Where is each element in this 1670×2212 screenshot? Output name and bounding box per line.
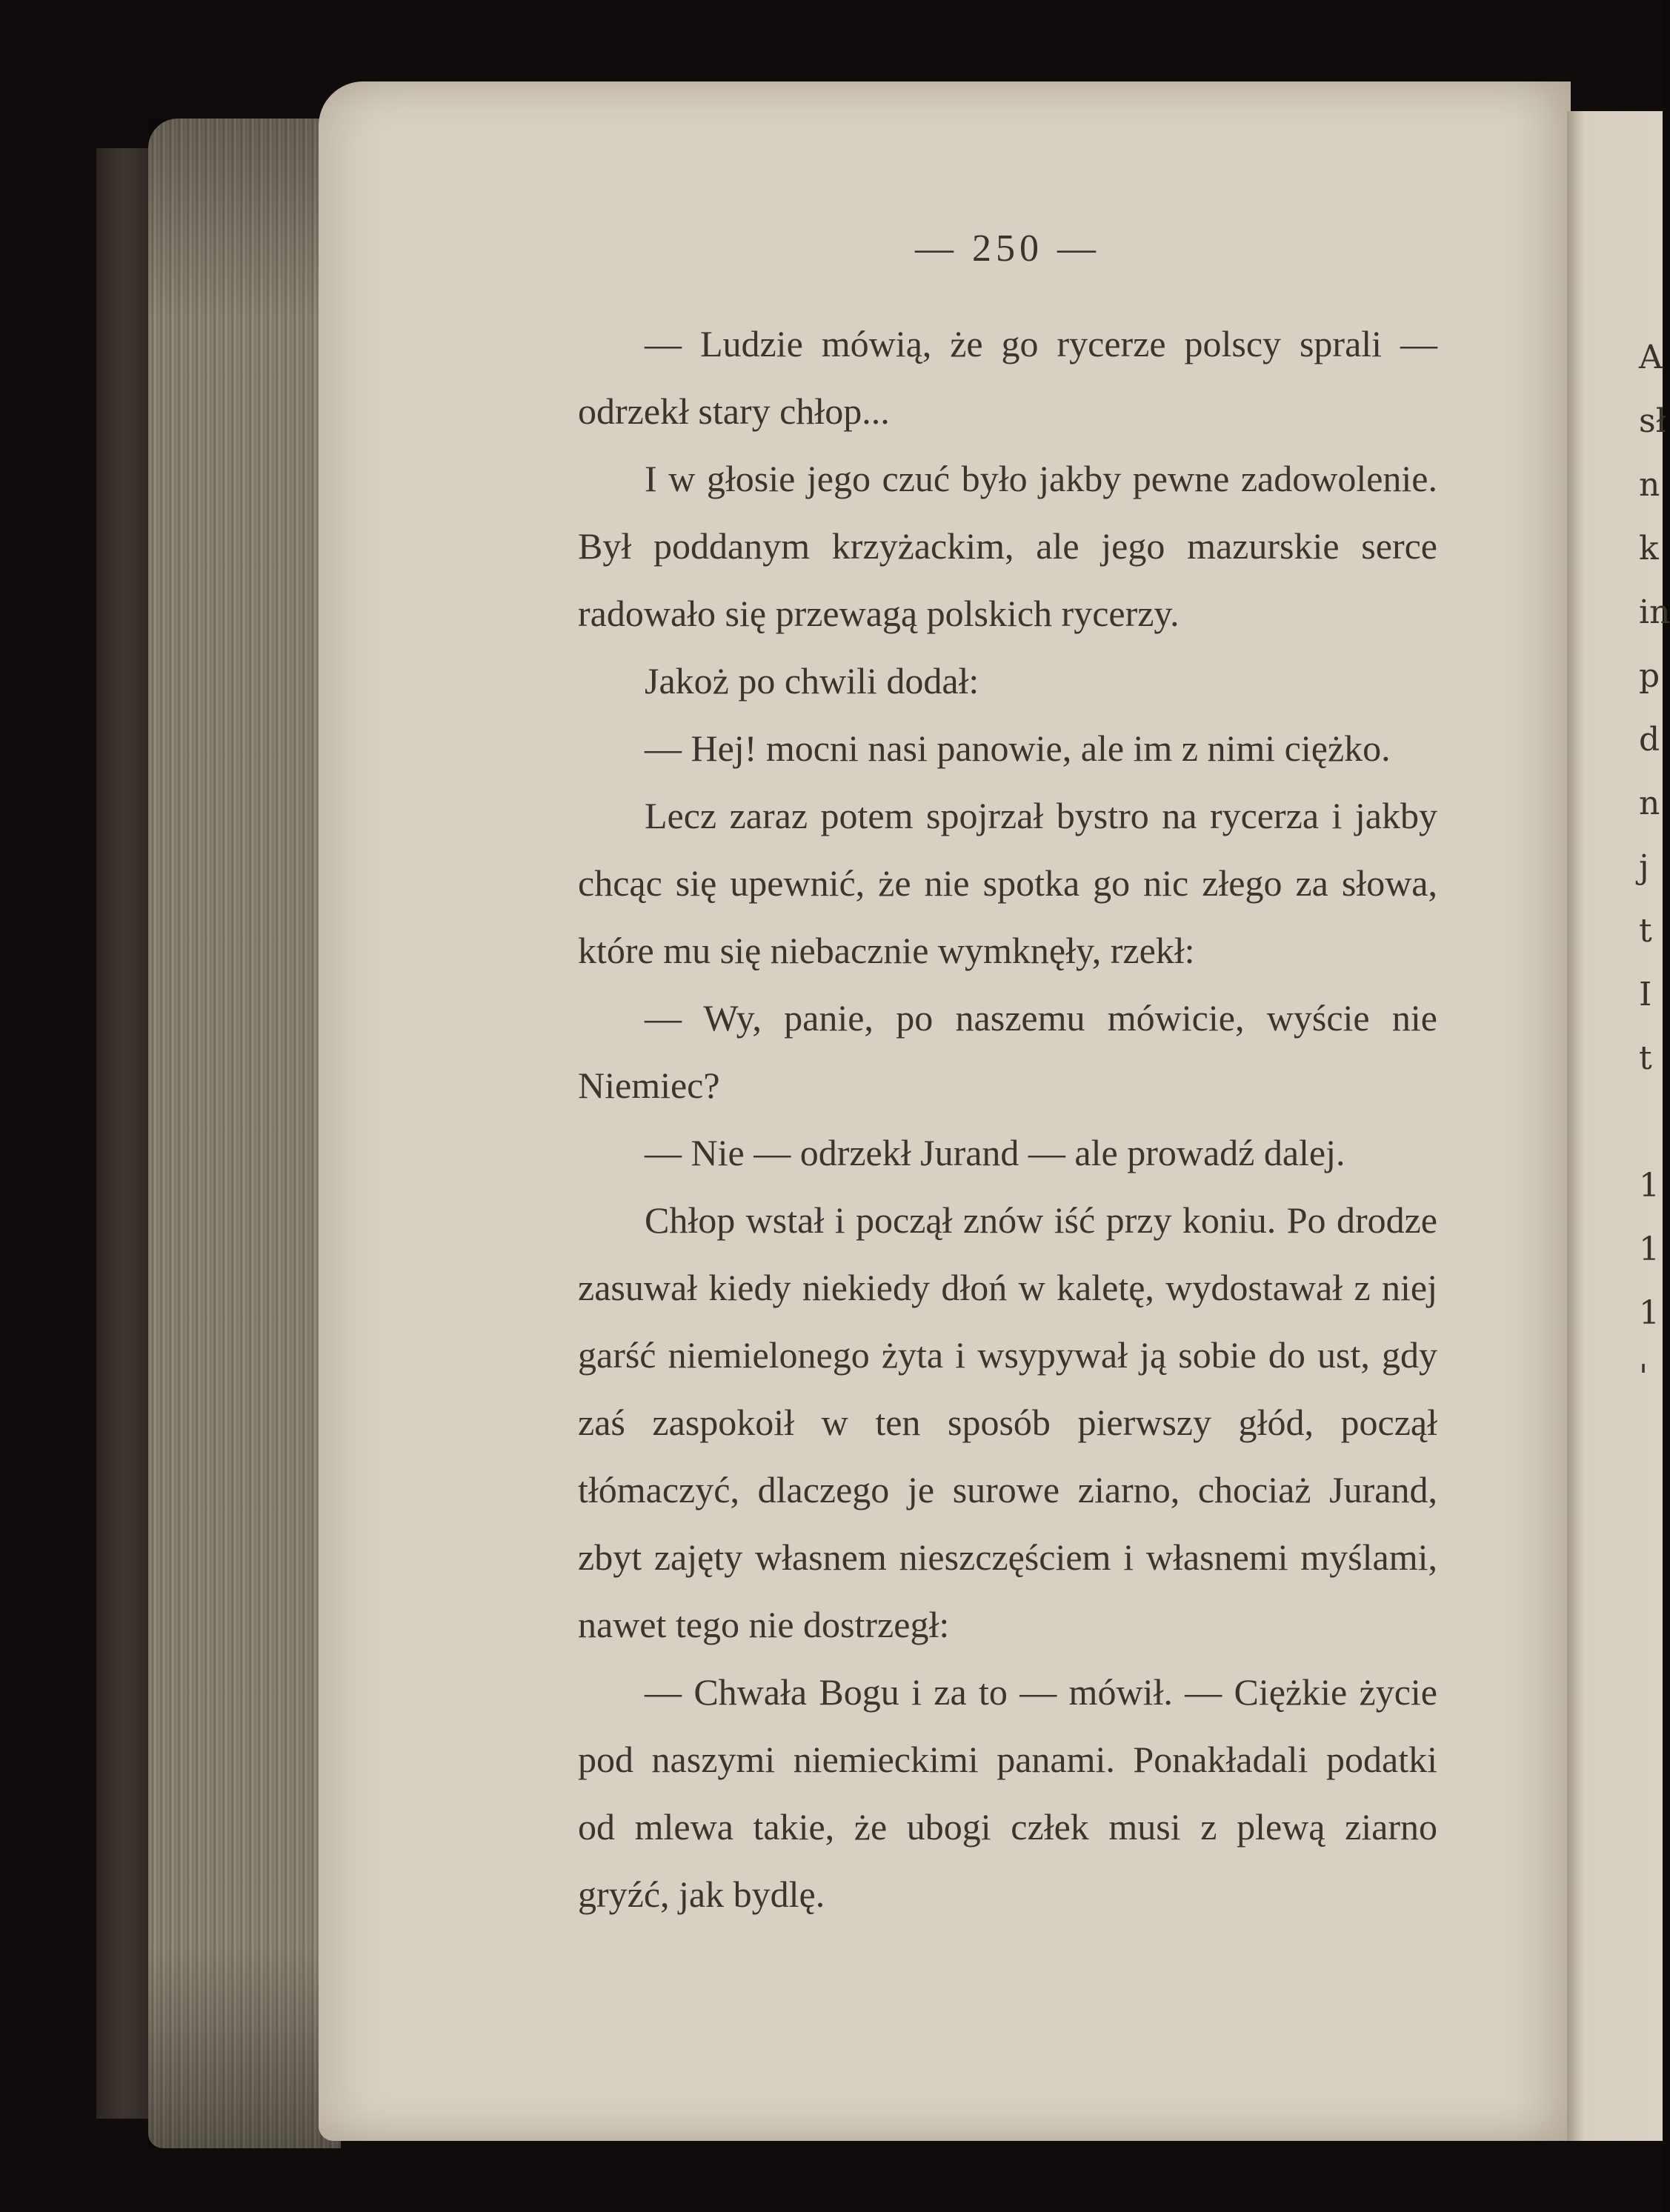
fragment-line: n [1639, 784, 1660, 822]
fragment-line: 1 [1639, 1294, 1660, 1332]
fragment-line: 1 [1639, 1167, 1660, 1205]
fragment-line: t [1639, 912, 1652, 950]
paragraph: Jakoż po chwili dodał: [645, 660, 979, 702]
fragment-line: sł [1639, 402, 1666, 440]
fragment-line: A [1639, 339, 1663, 376]
page-text-column [578, 215, 1437, 1928]
fragment-line [1639, 1090, 1663, 1154]
fragment-line: k [1639, 530, 1659, 567]
fragment-line: n [1639, 466, 1660, 504]
page-number: — 250 — [915, 227, 1100, 270]
fragment-line: ' [1639, 1358, 1649, 1396]
fragment-line: d [1639, 721, 1660, 759]
fragment-line: I [1639, 976, 1652, 1013]
paragraph: Chłop wstał i począł znów iść przy koniu. Po drodze zasuwał kiedy niekiedy dłoń w kaletę, wydostawał z niej garść niemielonego żyta i wsypywał ją sobie do ust, gdy zaś zaspokoił w ten sposób pierwszy głód, począł tłómaczyć, dlaczego je surowe ziarno, chociaż Jurand, zbyt zajęty własnem nieszczęściem i własnemi myślami, nawet tego nie dostrzegł: [578, 1199, 1437, 1645]
fragment-line: in [1639, 593, 1670, 631]
stacked-page-edges [148, 119, 341, 2148]
fragment-line: 1 [1639, 1230, 1660, 1268]
paragraph: — Wy, panie, po naszemu mówicie, wyście nie Niemiec? [578, 997, 1437, 1106]
paragraph: — Ludzie mówią, że go rycerze polscy sprali — odrzekł stary chłop... [578, 323, 1437, 432]
paragraph: Lecz zaraz potem spojrzał bystro na rycerza i jakby chcąc się upewnić, że nie spotka go nic złego za słowa, które mu się niebacznie wymknęły, rzekł: [578, 795, 1437, 971]
paragraph: — Nie — odrzekł Jurand — ale prowadź dalej. [645, 1132, 1345, 1173]
paragraph: — Hej! mocni nasi panowie, ale im z nimi ciężko. [645, 727, 1391, 769]
facing-page-text-fragment [1639, 326, 1670, 1409]
fragment-line: p [1639, 657, 1660, 695]
paragraph: I w głosie jego czuć było jakby pewne zadowolenie. Był poddanym krzyżackim, ale jego mazurskie serce radowało się przewagą polskich rycerzy. [578, 458, 1437, 634]
fragment-line: j [1639, 848, 1649, 886]
fragment-line: t [1639, 1039, 1652, 1077]
paragraph: — Chwała Bogu i za to — mówił. — Ciężkie życie pod naszymi niemieckimi panami. Ponakładali podatki od mlewa takie, że ubogi człek musi z plewą ziarno gryźć, jak bydlę. [578, 1671, 1437, 1915]
